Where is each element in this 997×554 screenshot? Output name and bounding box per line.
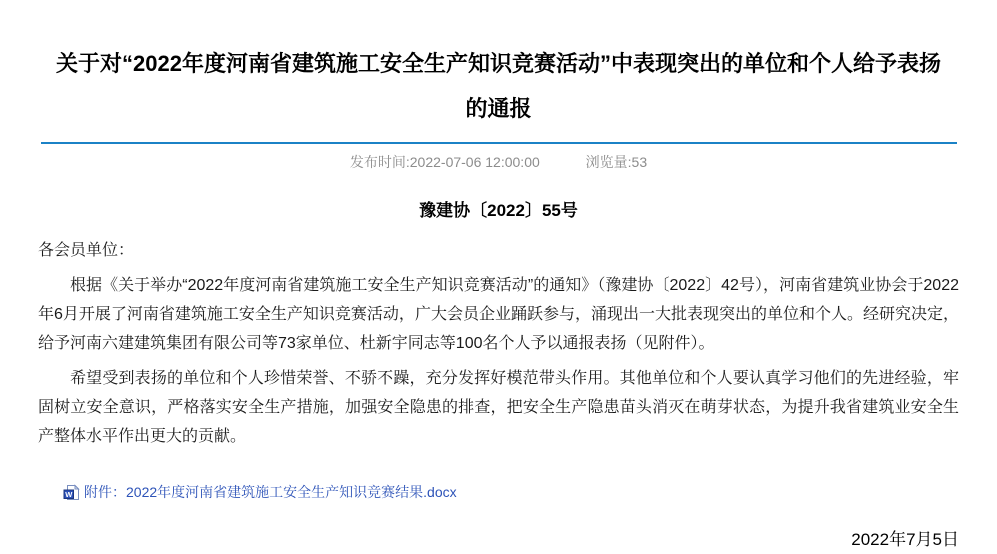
- view-count: 浏览量:53: [585, 154, 648, 170]
- issue-date: 2022年7月5日: [851, 529, 959, 549]
- svg-text:W: W: [65, 489, 73, 499]
- document-number: 豫建协〔2022〕55号: [419, 201, 578, 220]
- word-doc-icon: [63, 484, 80, 501]
- publish-time: 发布时间:2022-07-06 12:00:00: [349, 154, 540, 170]
- title-divider: [41, 142, 957, 144]
- attachment-link[interactable]: [63, 483, 457, 501]
- body-paragraph-2: 希望受到表扬的单位和个人珍惜荣誉、不骄不躁，充分发挥好模范带头作用。其他单位和个人要认真学习他们的先进经验，牢固树立安全意识，严格落实安全生产措施，加强安全隐患的排查，把安全生产隐患苗头消灭在萌芽状态，为提升我省建筑业安全生产整体水平作出更大的贡献。: [38, 370, 959, 445]
- page-title: 关于对“2022年度河南省建筑施工安全生产知识竞赛活动”中表现突出的单位和个人给予表扬的通报: [56, 51, 941, 121]
- article-meta: [0, 153, 997, 171]
- attachment-label: 附件：2022年度河南省建筑施工安全生产知识竞赛结果.docx: [84, 484, 457, 500]
- article-body: [38, 236, 959, 554]
- attachment-row: [38, 483, 959, 506]
- salutation: 各会员单位：: [38, 242, 135, 259]
- body-paragraph-1: 根据《关于举办“2022年度河南省建筑施工安全生产知识竞赛活动”的通知》（豫建协〔2022〕42号），河南省建筑业协会于2022年6月开展了河南省建筑施工安全生产知识竞赛活动，广大会员企业踊跃参与，涌现出一大批表现突出的单位和个人。经研究决定，给予河南六建建筑集团有限公司等73家单位、杜新宇同志等100名个人予以通报表扬（见附件）。: [38, 277, 959, 352]
